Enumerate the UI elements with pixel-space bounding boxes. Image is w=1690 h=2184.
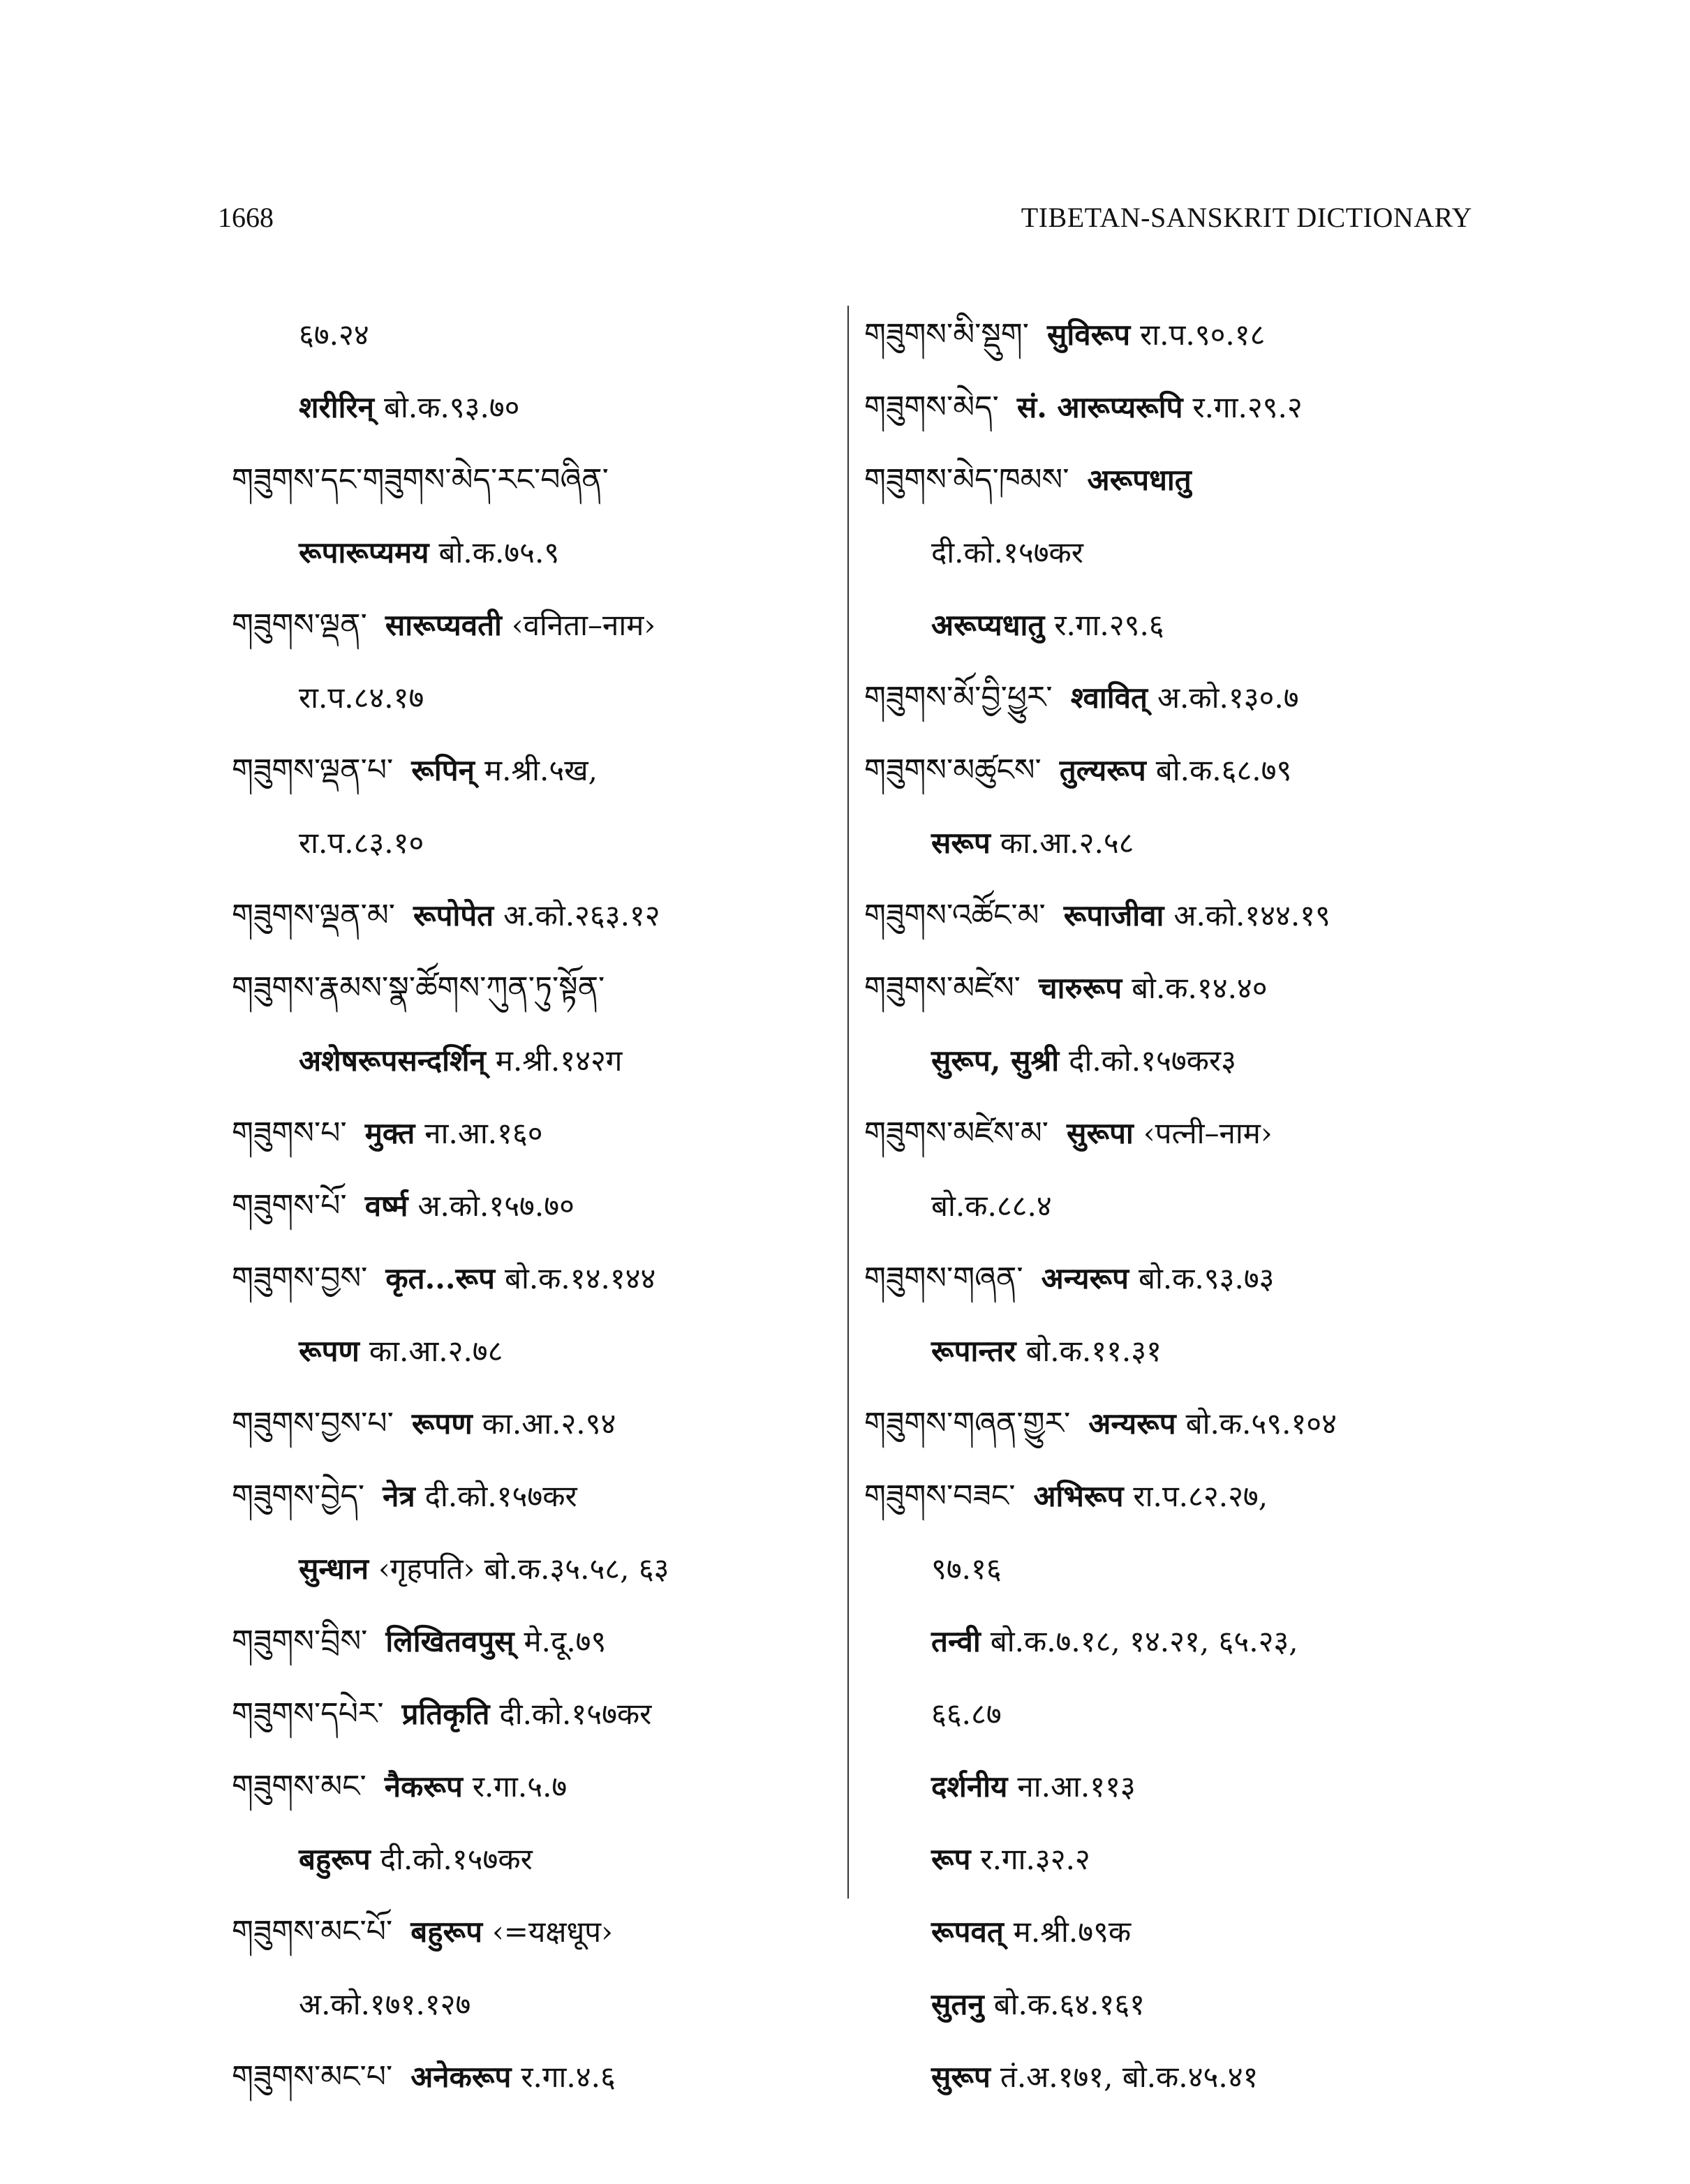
sanskrit-equivalent: सुन्धान <box>299 1552 369 1586</box>
dictionary-entry <box>232 1605 846 1678</box>
source-reference: म.श्री.१४२ग <box>495 1043 623 1078</box>
sanskrit-equivalent: सुरूप, सुश्री <box>931 1043 1060 1078</box>
left-column <box>232 299 846 2114</box>
sanskrit-equivalent: नेत्र <box>383 1479 415 1513</box>
entry-continuation <box>232 807 846 879</box>
tibetan-headword: གཟུགས་བྱེད་ <box>232 1478 365 1514</box>
entry-continuation <box>864 1751 1478 1823</box>
entry-continuation <box>864 1968 1478 2041</box>
entry-continuation <box>864 2041 1478 2114</box>
entry-continuation <box>232 1315 846 1388</box>
sanskrit-equivalent: रूपाजीवा <box>1063 898 1164 933</box>
entry-continuation <box>232 662 846 734</box>
sanskrit-equivalent: दर्शनीय <box>931 1769 1008 1804</box>
source-reference: बो.क.६८.७९ <box>1155 753 1292 787</box>
entry-continuation <box>864 1823 1478 1896</box>
dictionary-entry <box>232 1097 846 1170</box>
source-reference: दी.को.१५७कर <box>931 535 1083 570</box>
tibetan-headword: གཟུགས་བྱས་པ་ <box>232 1406 394 1441</box>
entry-continuation <box>232 371 846 444</box>
source-reference: बो.क.११.३१ <box>1025 1334 1162 1368</box>
dictionary-entry <box>232 1388 846 1460</box>
entry-continuation <box>232 1533 846 1605</box>
source-reference: ६७.२४ <box>299 318 369 352</box>
tibetan-headword: གཟུགས་ལྡན་མ་ <box>232 898 395 933</box>
dictionary-entry <box>864 1388 1478 1460</box>
source-reference: बो.क.५९.१०४ <box>1185 1406 1337 1441</box>
source-reference: बो.क.७.१८, १४.२१, ६५.२३, <box>990 1624 1298 1658</box>
sanskrit-equivalent: तन्वी <box>931 1624 981 1658</box>
sanskrit-equivalent: चारुरूप <box>1038 971 1122 1005</box>
source-reference: बो.क.१४.१४४ <box>504 1261 656 1295</box>
sanskrit-equivalent: रूपण <box>299 1334 360 1368</box>
source-reference: ९७.१६ <box>931 1552 1002 1586</box>
dictionary-entry <box>232 1170 846 1242</box>
dictionary-entry <box>232 1896 846 1968</box>
entry-continuation <box>864 1533 1478 1605</box>
tibetan-headword: གཟུགས་གཞན་ <box>864 1261 1023 1296</box>
dictionary-entry <box>232 734 846 807</box>
entry-continuation <box>232 1823 846 1896</box>
source-reference: दी.को.१५७कर <box>380 1842 533 1876</box>
entry-continuation <box>232 299 846 371</box>
tibetan-headword: གཟུགས་འཚོང་མ་ <box>864 898 1046 933</box>
entry-continuation <box>864 807 1478 879</box>
sanskrit-equivalent: सरूप <box>931 826 991 860</box>
tibetan-headword: གཟུགས་དང་གཟུགས་མེད་རང་བཞིན་ <box>232 462 609 498</box>
entry-continuation <box>864 1315 1478 1388</box>
sanskrit-equivalent: अरूपधातु <box>1087 463 1192 497</box>
dictionary-entry <box>864 444 1478 517</box>
source-reference: बो.क.९३.७३ <box>1138 1261 1275 1295</box>
source-reference: बो.क.७५.९ <box>438 535 560 570</box>
source-reference: बो.क.६४.१६१ <box>993 1987 1146 2021</box>
sanskrit-equivalent: सुतनु <box>931 1987 984 2021</box>
entry-continuation <box>864 1896 1478 1968</box>
tibetan-headword: གཟུགས་ལྡན་ <box>232 607 367 643</box>
tibetan-headword: གཟུགས་མང་ <box>232 1769 366 1804</box>
source-reference: दी.को.१५७कर३ <box>1069 1043 1236 1078</box>
source-reference: ना.आ.१६० <box>424 1116 543 1150</box>
sanskrit-equivalent: तुल्यरूप <box>1059 753 1146 787</box>
tibetan-headword: གཟུགས་པོ་ <box>232 1188 347 1224</box>
tibetan-headword: གཟུགས་མཛེས་མ་ <box>864 1115 1049 1151</box>
source-reference: का.आ.२.९४ <box>482 1406 616 1441</box>
page-number: 1668 <box>218 202 274 233</box>
sanskrit-equivalent: अरूप्यधातु <box>931 608 1045 642</box>
sanskrit-equivalent: बहुरूप <box>299 1842 371 1876</box>
source-reference: र.गा.२९.६ <box>1054 608 1164 642</box>
source-reference: ‹=यक्षधूप› <box>492 1915 613 1949</box>
tibetan-headword: གཟུགས་མི་སྡུག་ <box>864 317 1029 352</box>
sanskrit-equivalent: सुरूप <box>931 2060 991 2094</box>
tibetan-headword: གཟུགས་ལྡན་པ་ <box>232 752 394 788</box>
sanskrit-equivalent: सारूप्यवती <box>385 608 502 642</box>
entry-continuation <box>232 1968 846 2041</box>
sanskrit-equivalent: रूपारूप्यमय <box>299 535 429 570</box>
tibetan-headword: གཟུགས་མཛེས་ <box>864 970 1021 1006</box>
entry-continuation <box>864 1605 1478 1678</box>
source-reference: र.गा.२९.२ <box>1192 390 1303 424</box>
sanskrit-equivalent: अभिरूप <box>1033 1479 1124 1513</box>
sanskrit-equivalent: कृत...रूप <box>385 1261 495 1295</box>
tibetan-headword: གཟུགས་རྣམས་སྣ་ཚོགས་ཀུན་ཏུ་སྟོན་ <box>232 970 605 1006</box>
tibetan-headword: གཟུགས་བྱས་ <box>232 1261 368 1296</box>
tibetan-headword: གཟུགས་དཔེར་ <box>232 1696 384 1732</box>
source-reference: दी.को.१५७कर <box>424 1479 577 1513</box>
tibetan-headword: གཟུགས་མོ་བྱི་ཕྱུར་ <box>864 680 1053 715</box>
entry-continuation <box>864 1170 1478 1242</box>
dictionary-entry <box>232 1460 846 1533</box>
sanskrit-equivalent: नैकरूप <box>384 1769 463 1804</box>
entry-continuation <box>864 1678 1478 1751</box>
sanskrit-equivalent: रूपिन् <box>411 753 475 787</box>
source-reference: र.गा.५.७ <box>472 1769 568 1804</box>
sanskrit-equivalent: शरीरिन् <box>299 390 374 424</box>
source-reference: का.आ.२.७८ <box>369 1334 503 1368</box>
tibetan-headword: གཟུགས་གཞན་གྱུར་ <box>864 1406 1071 1441</box>
tibetan-headword: གཟུགས་མེད་ <box>864 389 999 425</box>
sanskrit-equivalent: रूप <box>931 1842 971 1876</box>
dictionary-entry <box>232 589 846 662</box>
sanskrit-equivalent: लिखितवपुस् <box>385 1624 514 1658</box>
source-reference: अ.को.१५७.७० <box>417 1189 575 1223</box>
column-divider <box>847 306 849 1899</box>
source-reference: ‹वनिता–नाम› <box>511 608 656 642</box>
sanskrit-equivalent: रूपान्तर <box>931 1334 1016 1368</box>
source-reference: बो.क.८८.४ <box>931 1189 1052 1223</box>
sanskrit-equivalent: सुविरूप <box>1046 318 1131 352</box>
source-reference: रा.प.८४.१७ <box>299 681 424 715</box>
source-reference: रा.प.८२.२७, <box>1133 1479 1268 1513</box>
source-reference: र.गा.४.६ <box>521 2060 616 2094</box>
dictionary-entry <box>232 879 846 952</box>
source-reference: मे.दू.७९ <box>524 1624 607 1658</box>
sanskrit-equivalent: प्रतिकृति <box>401 1697 490 1731</box>
source-reference: बो.क.१४.४० <box>1132 971 1268 1005</box>
tibetan-headword: གཟུགས་པ་ <box>232 1115 347 1151</box>
running-head: TIBETAN-SANSKRIT DICTIONARY <box>1021 202 1472 233</box>
tibetan-headword: གཟུགས་མེད་ཁམས་ <box>864 462 1069 498</box>
source-reference: ‹गृहपति› बो.क.३५.५८, ६३ <box>378 1552 669 1586</box>
source-reference: अ.को.१४४.१९ <box>1173 898 1330 933</box>
sanskrit-equivalent: अन्यरूप <box>1088 1406 1176 1441</box>
entry-continuation <box>232 517 846 589</box>
entry-continuation <box>232 1025 846 1097</box>
entry-continuation <box>864 1025 1478 1097</box>
entry-continuation <box>864 589 1478 662</box>
dictionary-entry <box>864 299 1478 371</box>
sanskrit-equivalent: अन्यरूप <box>1041 1261 1129 1295</box>
source-reference: ६६.८७ <box>931 1697 1002 1731</box>
dictionary-entry <box>864 371 1478 444</box>
source-reference: अ.को.१३०.७ <box>1157 681 1299 715</box>
dictionary-entry <box>864 662 1478 734</box>
sanskrit-equivalent: रूपवत् <box>931 1915 1004 1949</box>
sanskrit-equivalent: सुरूपा <box>1067 1116 1134 1150</box>
dictionary-entry <box>864 879 1478 952</box>
source-reference: तं.अ.१७१, बो.क.४५.४१ <box>1000 2060 1259 2094</box>
entry-continuation <box>864 517 1478 589</box>
tibetan-headword: གཟུགས་མང་པོ་ <box>232 1914 393 1949</box>
source-reference: म.श्री.७९क <box>1013 1915 1132 1949</box>
source-reference: रा.प.८३.१० <box>299 826 424 860</box>
dictionary-entry <box>232 1242 846 1315</box>
dictionary-entry <box>232 1678 846 1751</box>
source-reference: का.आ.२.५८ <box>1000 826 1134 860</box>
dictionary-entry <box>864 1242 1478 1315</box>
sanskrit-equivalent: वर्ष्म <box>364 1189 408 1223</box>
dictionary-entry <box>864 1460 1478 1533</box>
source-reference: दी.को.१५७कर <box>499 1697 652 1731</box>
right-column <box>864 299 1478 2114</box>
source-reference: रा.प.९०.१८ <box>1140 318 1266 352</box>
sanskrit-equivalent: अनेकरूप <box>410 2060 512 2094</box>
sanskrit-equivalent: रूपण <box>411 1406 473 1441</box>
tibetan-headword: གཟུགས་བྲིས་ <box>232 1624 368 1659</box>
dictionary-entry <box>864 952 1478 1025</box>
tibetan-headword: གཟུགས་མང་པ་ <box>232 2059 393 2095</box>
sanskrit-equivalent: मुक्त <box>364 1116 415 1150</box>
dictionary-entry <box>864 1097 1478 1170</box>
dictionary-entry <box>232 1751 846 1823</box>
source-reference: र.गा.३२.२ <box>980 1842 1090 1876</box>
source-reference: बो.क.९३.७० <box>383 390 520 424</box>
source-reference: ना.आ.११३ <box>1017 1769 1136 1804</box>
source-reference: अ.को.२६३.१२ <box>503 898 660 933</box>
sanskrit-equivalent: श्वावित् <box>1070 681 1148 715</box>
sanskrit-equivalent: रूपोपेत <box>413 898 494 933</box>
sanskrit-equivalent: अशेषरूपसन्दर्शिन् <box>299 1043 486 1078</box>
dictionary-entry <box>232 952 846 1025</box>
tibetan-headword: གཟུགས་མཚུངས་ <box>864 752 1042 788</box>
source-reference: ‹पत्नी–नाम› <box>1143 1116 1273 1150</box>
tibetan-headword: གཟུགས་བཟང་ <box>864 1478 1016 1514</box>
source-reference: अ.को.१७१.१२७ <box>299 1987 471 2021</box>
sanskrit-equivalent: बहुरूप <box>410 1915 482 1949</box>
dictionary-entry <box>864 734 1478 807</box>
dictionary-entry <box>232 2041 846 2114</box>
dictionary-entry <box>232 444 846 517</box>
source-reference: म.श्री.५ख, <box>484 753 598 787</box>
sanskrit-equivalent: सं. आरूप्यरूपि <box>1016 390 1183 424</box>
